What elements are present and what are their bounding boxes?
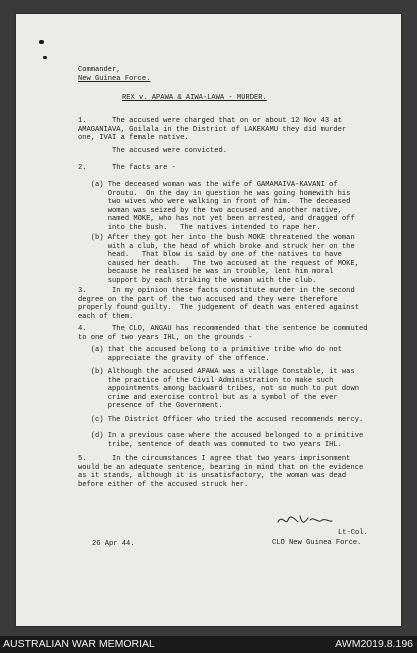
- paragraph-1-conviction: The accused were convicted.: [78, 147, 227, 155]
- paragraph-2b: (b) After they got her into the bush MOKE threatened the woman with a club, the head of which broke and struck her on the head. That blow is said by one of the natives to have caused her death. The two accused at the request of MOKE, because he realised he was in trouble, lent him moral support by each striking the woman with the club.: [90, 234, 359, 285]
- addressee-line: New Guinea Force.: [78, 74, 151, 83]
- paragraph-4b: (b) Although the accused APAWA was a village Constable, it was the practice of the Civil Administration to make such appointments among backward tribes, not so much to put down crime and exercise control but as a symbol of the ever presence of the Government.: [90, 368, 359, 411]
- handwritten-signature: [274, 512, 334, 528]
- punch-hole: [39, 40, 44, 44]
- paragraph-4d: (d) In a previous case where the accused belonged to a primitive tribe, sentence of death was commuted to two years IHL.: [90, 432, 364, 449]
- catalogue-number: AWM2019.8.196: [335, 638, 413, 650]
- signatory-rank: Lt-Col.: [338, 529, 368, 537]
- punch-hole: [43, 56, 47, 59]
- paragraph-4: 4. The CLO, ANGAU has recommended that the sentence be commuted to one of two years IHL, on the grounds -: [78, 325, 368, 342]
- paragraph-2: 2. The facts are -: [78, 164, 176, 172]
- footer-bar: [0, 636, 417, 653]
- paragraph-2a: (a) The deceased woman was the wife of GAMAMAIVA-KAVANI of Oroutu. On the day in question he was going homewith his two wives who were walking in front of him. The deceased woman was seized by the two accused and another native, named MOKE, who has not yet been arrested, and dragged off into the bush. The natives intended to rape her.: [90, 181, 355, 232]
- paragraph-5: 5. In the circumstances I agree that two years imprisonment would be an adequate sentence, bearing in mind that on the evidence as it stands, although it is unsatisfactory, the woman was dead before either of the accused struck her.: [78, 455, 364, 489]
- paragraph-3: 3. In my opinion these facts constitute murder in the second degree on the part of the two accused and they were therefore properly found guilty. The judgement of death was entered against each of them.: [78, 287, 359, 321]
- document-title: REX v. APAWA & AIWA-LAWA - MURDER.: [122, 94, 267, 102]
- document-date: 26 Apr 44.: [92, 540, 135, 548]
- document-page: [16, 14, 401, 626]
- addressee: [78, 66, 150, 83]
- signatory-organisation: CLO New Guinea Force.: [272, 539, 362, 547]
- paragraph-4c: (c) The District Officer who tried the accused recommends mercy.: [78, 416, 364, 424]
- paragraph-4a: (a) that the accused belong to a primitive tribe who do not appreciate the gravity of the offence.: [90, 346, 342, 363]
- addressee-line: Commander,: [78, 66, 121, 74]
- paragraph-1: 1. The accused were charged that on or about 12 Nov 43 at AMAGANIAVA, Goilala in the District of LAKEKAMU they did murder one, IVAI a female native.: [78, 117, 347, 143]
- institution-name: AUSTRALIAN WAR MEMORIAL: [3, 638, 155, 650]
